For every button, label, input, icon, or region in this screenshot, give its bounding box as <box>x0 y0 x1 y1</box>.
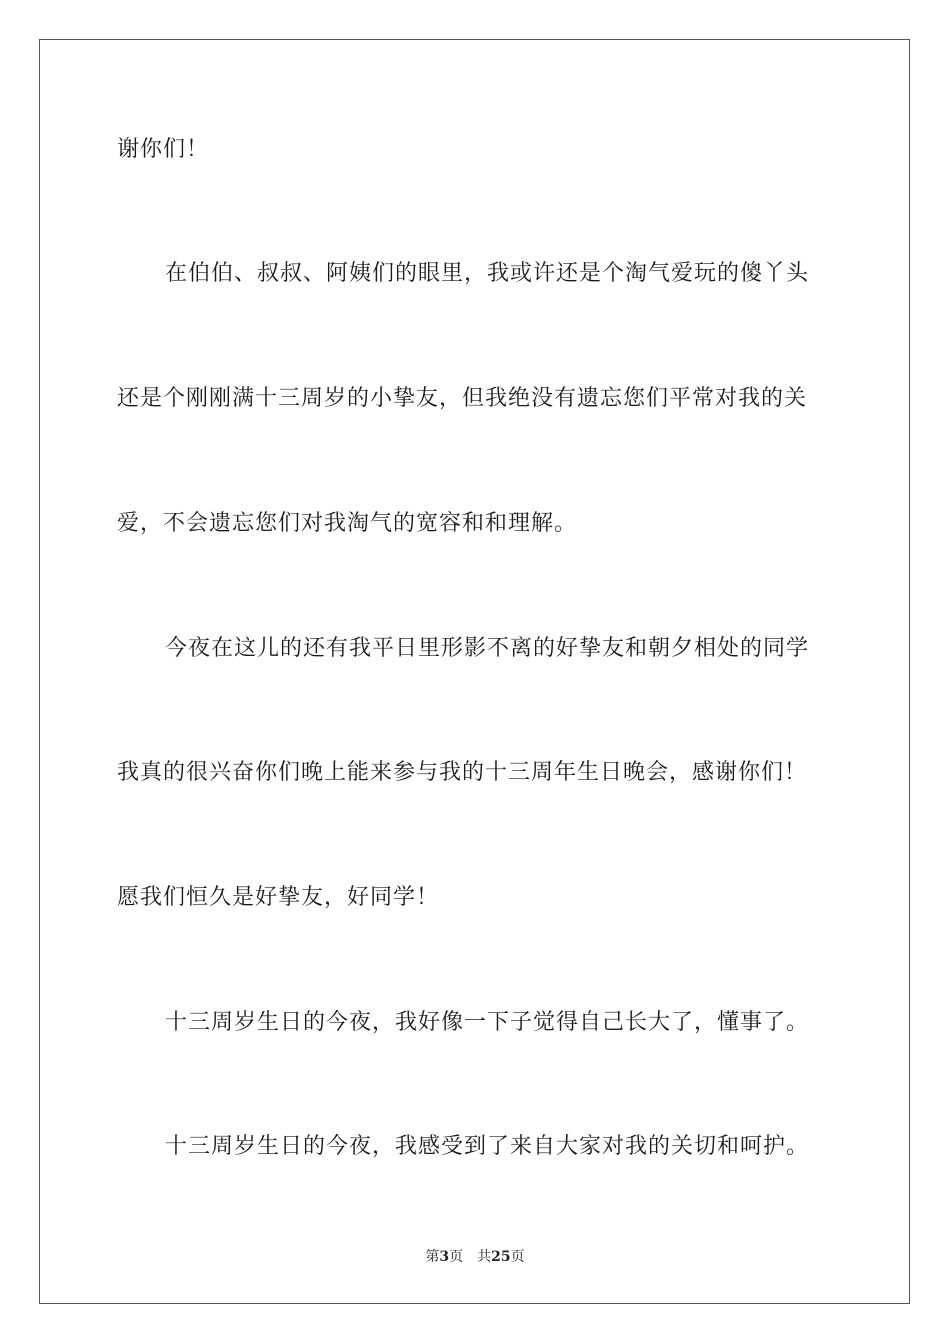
total-prefix: 共 <box>477 1249 492 1265</box>
page-prefix: 第 <box>425 1249 440 1265</box>
total-suffix: 页 <box>510 1249 525 1265</box>
text-line-9: 十三周岁生日的今夜，我感受到了来自大家对我的关切和呵护。 <box>165 1134 810 1159</box>
page-footer <box>0 1248 950 1266</box>
text-line-8: 十三周岁生日的今夜，我好像一下子觉得自己长大了，懂事了。 <box>165 1010 810 1035</box>
text-line-1: 谢你们！ <box>117 137 210 162</box>
text-line-5: 今夜在这儿的还有我平日里形影不离的好挚友和朝夕相处的同学 <box>165 636 810 661</box>
total-pages: 25 <box>491 1249 511 1265</box>
text-line-4: 爱，不会遗忘您们对我淘气的宽容和和理解。 <box>117 511 578 536</box>
page-number: 3 <box>439 1249 450 1265</box>
text-line-6: 我真的很兴奋你们晚上能来参与我的十三周年生日晚会，感谢你们！ <box>117 760 808 785</box>
page-border <box>39 39 910 1304</box>
text-line-3: 还是个刚刚满十三周岁的小挚友，但我绝没有遗忘您们平常对我的关 <box>117 386 808 411</box>
page-suffix: 页 <box>449 1249 464 1265</box>
text-line-2: 在伯伯、叔叔、阿姨们的眼里，我或许还是个淘气爱玩的傻丫头 <box>165 261 810 286</box>
text-line-7: 愿我们恒久是好挚友，好同学！ <box>117 885 440 910</box>
